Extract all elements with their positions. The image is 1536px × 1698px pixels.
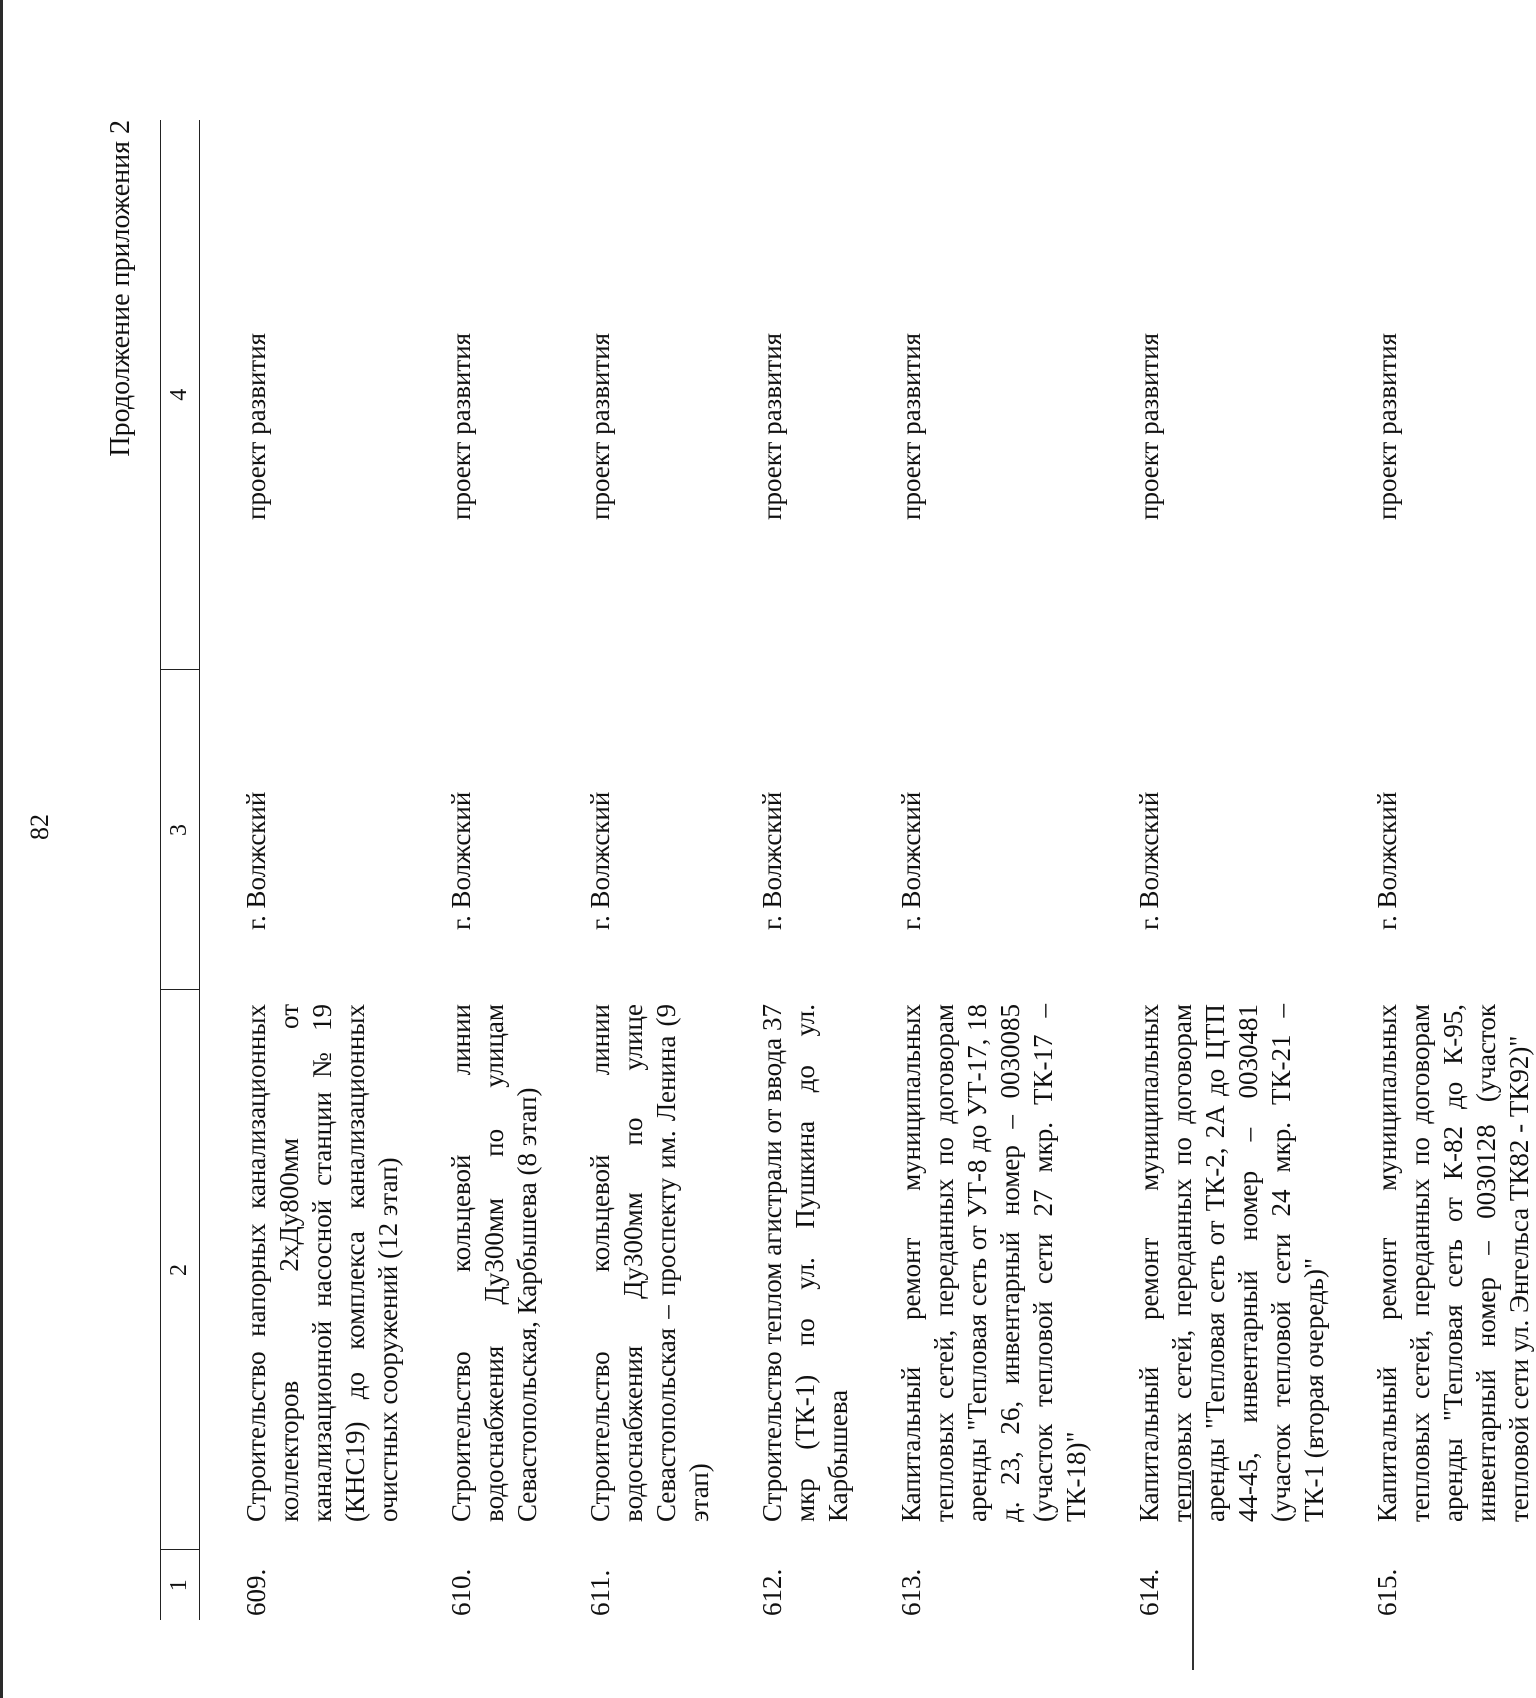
row-location: г. Волжский — [757, 791, 787, 930]
row-number: 611. — [585, 1569, 615, 1616]
row-type: проект развития — [1372, 332, 1402, 520]
column-header: 4 — [161, 120, 200, 670]
column-header: 3 — [161, 670, 200, 990]
row-description: Капитальный ремонт муниципальных тепловых сетей, переданных по договорам аренды "Тепловая сеть от К-82 до К-95, инвентарный номер – 0030128 (участок тепловой сети ул. Энгельса ТК82 - ТК92)" — [1372, 1004, 1534, 1522]
table-row — [855, 120, 1093, 1620]
row-description: Капитальный ремонт муниципальных тепловых сетей, переданных по договорам аренды "Тепловая сеть от УТ-8 до УТ-17, 18 д. 23, 26, инвентарный номер – 0030085 (участок тепловой сети 27 мкр. ТК-17 – ТК-18)" — [896, 1004, 1091, 1522]
scan-edge — [0, 0, 3, 1698]
rotated-page — [85, 120, 1534, 1620]
row-type: проект развития — [896, 332, 926, 520]
table-row — [1093, 120, 1331, 1620]
row-location: г. Волжский — [585, 791, 615, 930]
continuation-label: Продолжение приложения 2 — [105, 120, 136, 457]
row-number: 613. — [896, 1568, 926, 1616]
table-header-row — [161, 120, 200, 1620]
row-location: г. Волжский — [446, 791, 476, 930]
row-type: проект развития — [585, 332, 615, 520]
row-description: Строительство теплом агистрали от ввода 37 мкр (ТК-1) по ул. Пушкина до ул. Карбышева — [757, 1004, 853, 1522]
row-number: 615. — [1372, 1568, 1402, 1616]
row-number: 614. — [1134, 1568, 1164, 1616]
row-location: г. Волжский — [896, 791, 926, 930]
table-row — [716, 120, 855, 1620]
row-type: проект развития — [1134, 332, 1164, 520]
column-header: 2 — [161, 990, 200, 1550]
row-location: г. Волжский — [1134, 791, 1164, 930]
row-location: г. Волжский — [1372, 791, 1402, 930]
row-description: Строительство кольцевой линии водоснабжения Ду300мм по улице Севастопольская – проспекту им. Ленина (9 этап) — [585, 1004, 714, 1522]
row-number: 610. — [446, 1568, 476, 1616]
table-row — [405, 120, 544, 1620]
table-row — [544, 120, 716, 1620]
row-location: г. Волжский — [241, 791, 271, 930]
projects-table — [160, 120, 1536, 1620]
page-number: 82 — [25, 814, 54, 840]
row-number: 609. — [241, 1568, 271, 1616]
row-description: Строительство кольцевой линии водоснабжения Ду300мм по улицам Севастопольская, Карбышева (8 этап) — [446, 1004, 542, 1522]
table-row — [1331, 120, 1536, 1620]
column-header: 1 — [161, 1550, 200, 1620]
row-description: Капитальный ремонт муниципальных тепловых сетей, переданных по договорам аренды "Тепловая сеть от ТК-2, 2А до ЦТП 44-45, инвентарный номер – 0030481 (участок тепловой сети 24 мкр. ТК-21 – ТК-1 (вторая очередь)" — [1134, 1004, 1329, 1522]
row-description: Строительство напорных канализационных коллекторов 2хДу800мм от канализационной насосной станции № 19 (КНС19) до комплекса канализационных очистных сооружений (12 этап) — [241, 1004, 403, 1522]
table-row — [200, 120, 406, 1620]
row-type: проект развития — [446, 332, 476, 520]
row-type: проект развития — [241, 332, 271, 520]
row-type: проект развития — [757, 332, 787, 520]
row-number: 612. — [757, 1568, 787, 1616]
